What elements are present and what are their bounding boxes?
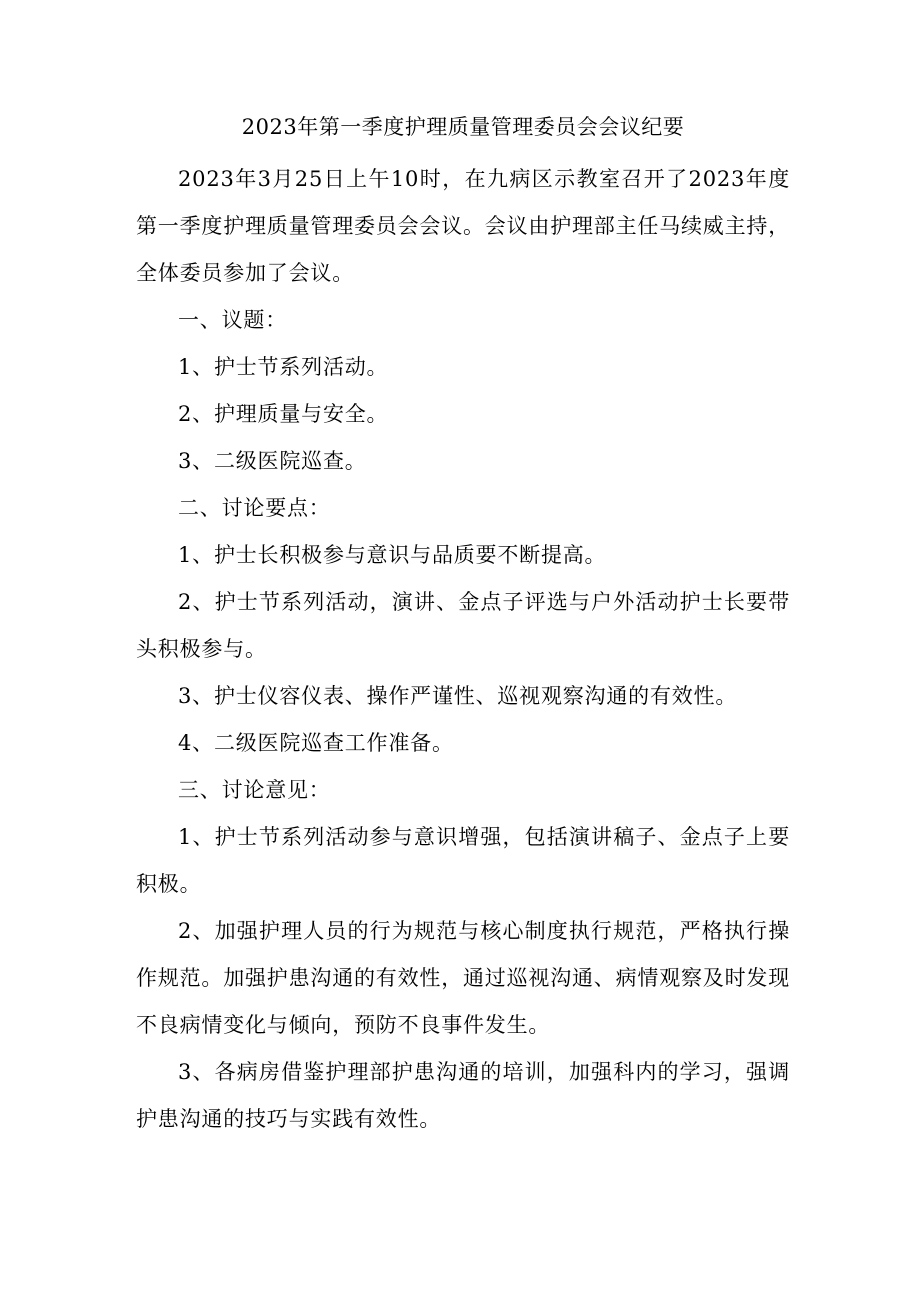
intro-paragraph: 2023年3月25日上午10时，在九病区示教室召开了2023年度第一季度护理质量管理委员会会议。会议由护理部主任马续威主持，全体委员参加了会议。 <box>136 167 790 285</box>
discussion-point: 3、护士仪容仪表、操作严谨性、巡视观察沟通的有效性。 <box>178 684 738 708</box>
opinion-item: 2、加强护理人员的行为规范与核心制度执行规范，严格执行操作规范。加强护患沟通的有效性，通过巡视沟通、病情观察及时发现不良病情变化与倾向，预防不良事件发生。 <box>136 919 790 1037</box>
agenda-item: 3、二级医院巡查。 <box>178 449 367 473</box>
opinion-item: 3、各病房借鉴护理部护患沟通的培训，加强科内的学习，强调护患沟通的技巧与实践有效性。 <box>136 1060 790 1131</box>
section-heading-agenda: 一、议题： <box>178 308 287 332</box>
section-heading-discussion-points: 二、讨论要点： <box>178 496 331 520</box>
document-title: 2023年第一季度护理质量管理委员会会议纪要 <box>241 115 685 139</box>
document-page <box>136 110 790 1143</box>
discussion-point: 1、护士长积极参与意识与品质要不断提高。 <box>178 543 607 567</box>
section-heading-opinions: 三、讨论意见： <box>178 778 331 802</box>
agenda-item: 1、护士节系列活动。 <box>178 355 389 379</box>
agenda-item: 2、护理质量与安全。 <box>178 402 389 426</box>
discussion-point: 2、护士节系列活动，演讲、金点子评选与户外活动护士长要带头积极参与。 <box>136 590 790 661</box>
opinion-item: 1、护士节系列活动参与意识增强，包括演讲稿子、金点子上要积极。 <box>136 825 790 896</box>
discussion-point: 4、二级医院巡查工作准备。 <box>178 731 454 755</box>
